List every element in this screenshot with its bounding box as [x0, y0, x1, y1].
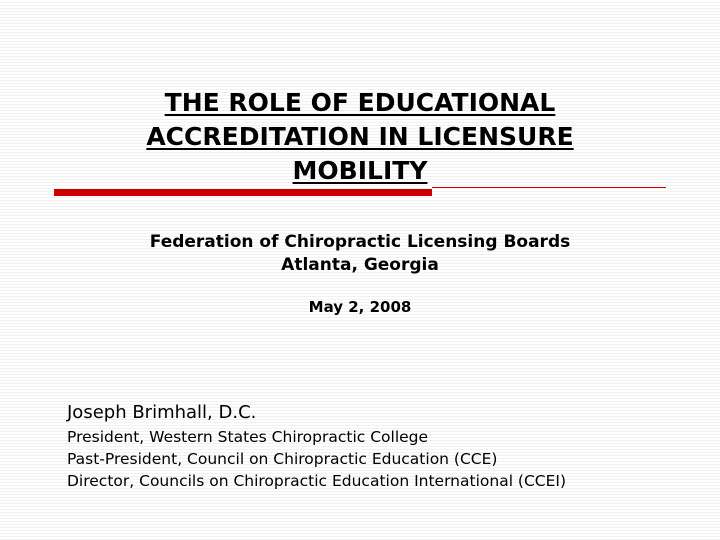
- presentation-date: May 2, 2008: [308, 298, 412, 316]
- subtitle: [80, 231, 640, 277]
- presenter-role-1: President, Western States Chiropractic College: [67, 428, 429, 446]
- subtitle-organization: Federation of Chiropractic Licensing Boards: [149, 232, 571, 252]
- title-line-2: ACCREDITATION IN LICENSURE: [146, 122, 574, 151]
- title-line-3: MOBILITY: [292, 156, 428, 185]
- presenter-role-2: Past-President, Council on Chiropractic Education (CCE): [67, 450, 498, 468]
- presenter-block: [67, 400, 707, 492]
- title-line-1: THE ROLE OF EDUCATIONAL: [164, 88, 556, 117]
- presenter-name: Joseph Brimhall, D.C.: [67, 402, 257, 423]
- title-divider-thin: [432, 187, 666, 188]
- title-divider-thick: [54, 189, 432, 196]
- subtitle-location: Atlanta, Georgia: [281, 255, 439, 275]
- slide-title: [80, 86, 640, 188]
- presenter-role-3: Director, Councils on Chiropractic Education International (CCEI): [67, 472, 567, 490]
